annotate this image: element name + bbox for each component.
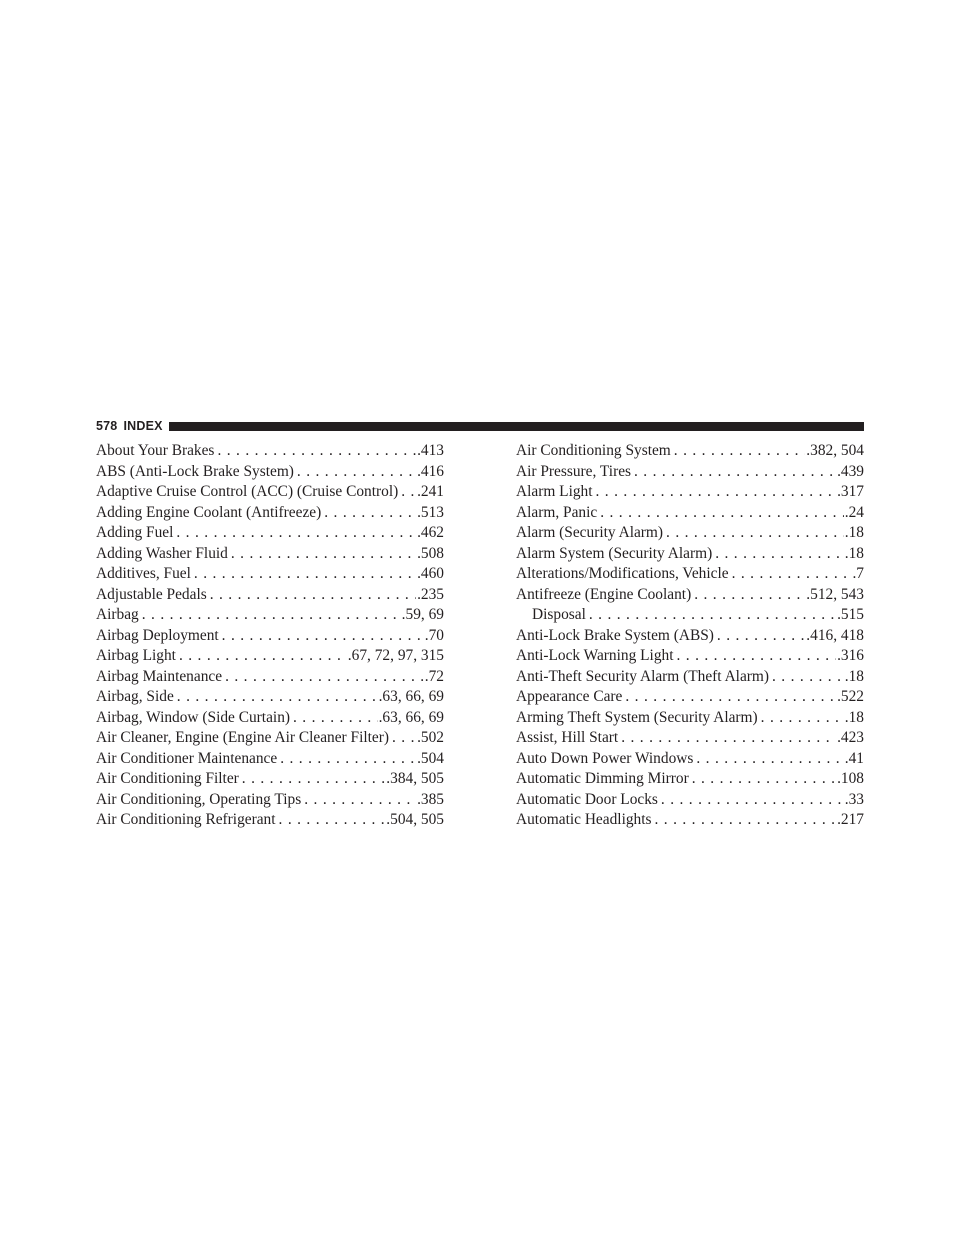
- entry-term: About Your Brakes: [96, 442, 215, 459]
- index-entry: [516, 544, 864, 565]
- index-entry: [516, 585, 864, 606]
- entry-term: Airbag Light: [96, 647, 176, 664]
- entry-page-refs: .72: [424, 667, 444, 685]
- entry-page-refs: .462: [417, 524, 444, 541]
- page-header: [96, 418, 864, 434]
- index-entry: [96, 626, 444, 647]
- index-columns: [96, 441, 864, 831]
- entry-term: Air Conditioning Refrigerant: [96, 811, 276, 828]
- index-entry: [96, 441, 444, 462]
- entry-term: Automatic Headlights: [516, 811, 652, 828]
- index-entry: [516, 708, 864, 729]
- index-entry: [96, 790, 444, 811]
- entry-term: Disposal: [532, 606, 586, 623]
- entry-term: Antifreeze (Engine Coolant): [516, 585, 692, 603]
- dot-leader: [242, 769, 385, 790]
- dot-leader: [694, 585, 805, 606]
- dot-leader: [176, 523, 416, 544]
- entry-page-refs: .508: [417, 544, 444, 562]
- entry-term: Airbag, Side: [96, 688, 174, 705]
- index-entry: [96, 605, 444, 626]
- entry-page-refs: .18: [844, 708, 864, 726]
- entry-term: Airbag, Window (Side Curtain): [96, 708, 291, 726]
- index-column-left: [96, 441, 444, 831]
- index-entry: [96, 585, 444, 606]
- dot-leader: [596, 482, 837, 503]
- index-entry: [96, 646, 444, 667]
- entry-term: Air Conditioning Filter: [96, 770, 239, 787]
- index-column-right: [516, 441, 864, 831]
- dot-leader: [225, 667, 424, 688]
- dot-leader: [676, 646, 836, 667]
- dot-leader: [625, 687, 836, 708]
- dot-leader: [142, 605, 401, 626]
- entry-page-refs: .41: [844, 749, 864, 767]
- section-title: INDEX: [123, 419, 163, 433]
- entry-page-refs: .18: [844, 524, 864, 541]
- dot-leader: [634, 462, 836, 483]
- entry-term: ABS (Anti-Lock Brake System): [96, 462, 294, 480]
- entry-term: Adjustable Pedals: [96, 585, 207, 603]
- index-entry: [96, 708, 444, 729]
- entry-page-refs: .241: [417, 483, 444, 500]
- index-entry: [516, 810, 864, 831]
- dot-leader: [589, 605, 836, 626]
- entry-term: Air Conditioning, Operating Tips: [96, 790, 302, 808]
- dot-leader: [661, 790, 844, 811]
- entry-page-refs: .63, 66, 69: [378, 688, 444, 705]
- index-entry: [96, 810, 444, 831]
- index-subentry: [516, 605, 864, 626]
- index-entry: [96, 687, 444, 708]
- entry-term: Air Cleaner, Engine (Engine Air Cleaner Filter): [96, 729, 389, 746]
- dot-leader: [772, 667, 844, 688]
- entry-page-refs: .513: [417, 503, 444, 521]
- index-entry: [96, 523, 444, 544]
- dot-leader: [674, 441, 806, 462]
- index-entry: [516, 769, 864, 790]
- entry-term: Air Conditioning System: [516, 442, 671, 459]
- dot-leader: [222, 626, 424, 647]
- entry-term: Airbag: [96, 606, 139, 623]
- entry-term: Airbag Deployment: [96, 626, 219, 644]
- entry-page-refs: .67, 72, 97, 315: [347, 647, 444, 664]
- dot-leader: [732, 564, 852, 585]
- index-entry: [516, 790, 864, 811]
- entry-term: Arming Theft System (Security Alarm): [516, 708, 758, 726]
- dot-leader: [692, 769, 836, 790]
- dot-leader: [324, 503, 416, 524]
- index-entry: [516, 523, 864, 544]
- entry-page-refs: .7: [852, 565, 864, 582]
- entry-page-refs: .18: [844, 544, 864, 562]
- index-entry: [516, 646, 864, 667]
- dot-leader: [179, 646, 347, 667]
- dot-leader: [293, 708, 378, 729]
- entry-term: Air Pressure, Tires: [516, 462, 632, 480]
- index-entry: [96, 564, 444, 585]
- dot-leader: [210, 585, 416, 606]
- entry-page-refs: .416, 418: [806, 626, 864, 644]
- header-rule: [169, 422, 864, 431]
- index-entry: [516, 564, 864, 585]
- entry-page-refs: .59, 69: [401, 606, 444, 623]
- dot-leader: [715, 544, 844, 565]
- entry-page-refs: .384, 505: [386, 770, 444, 787]
- entry-term: Anti-Theft Security Alarm (Theft Alarm): [516, 667, 770, 685]
- entry-term: Airbag Maintenance: [96, 667, 223, 685]
- index-entry: [516, 728, 864, 749]
- dot-leader: [401, 482, 416, 503]
- dot-leader: [392, 728, 416, 749]
- entry-page-refs: .317: [837, 483, 864, 500]
- entry-term: Automatic Dimming Mirror: [516, 770, 689, 787]
- dot-leader: [696, 749, 843, 770]
- entry-page-refs: .70: [424, 626, 444, 644]
- entry-term: Adaptive Cruise Control (ACC) (Cruise Control): [96, 483, 399, 500]
- entry-page-refs: .413: [417, 442, 444, 459]
- index-entry: [96, 667, 444, 688]
- dot-leader: [217, 441, 416, 462]
- entry-term: Air Conditioner Maintenance: [96, 749, 278, 767]
- entry-page-refs: .33: [844, 790, 864, 808]
- index-entry: [516, 503, 864, 524]
- entry-term: Adding Fuel: [96, 524, 174, 541]
- dot-leader: [194, 564, 416, 585]
- entry-page-refs: .515: [837, 606, 864, 623]
- entry-page-refs: .502: [417, 729, 444, 746]
- dot-leader: [304, 790, 416, 811]
- index-entry: [96, 544, 444, 565]
- entry-term: Alarm System (Security Alarm): [516, 544, 713, 562]
- entry-term: Adding Washer Fluid: [96, 544, 228, 562]
- entry-page-refs: .385: [417, 790, 444, 808]
- index-entry: [516, 626, 864, 647]
- entry-page-refs: .460: [417, 565, 444, 582]
- entry-page-refs: .217: [837, 811, 864, 828]
- entry-page-refs: .504: [417, 749, 444, 767]
- index-entry: [96, 749, 444, 770]
- index-entry: [96, 462, 444, 483]
- index-entry: [96, 728, 444, 749]
- index-entry: [516, 687, 864, 708]
- entry-page-refs: .423: [837, 729, 864, 746]
- index-entry: [516, 667, 864, 688]
- index-entry: [96, 482, 444, 503]
- entry-term: Alarm, Panic: [516, 503, 598, 521]
- entry-page-refs: .235: [417, 585, 444, 603]
- dot-leader: [231, 544, 416, 565]
- entry-term: Adding Engine Coolant (Antifreeze): [96, 503, 322, 521]
- entry-term: Anti-Lock Warning Light: [516, 647, 674, 664]
- entry-page-refs: .504, 505: [386, 811, 444, 828]
- entry-term: Additives, Fuel: [96, 565, 191, 582]
- page-number: 578: [96, 419, 118, 433]
- entry-page-refs: .18: [844, 667, 864, 685]
- index-entry: [516, 482, 864, 503]
- index-entry: [96, 503, 444, 524]
- dot-leader: [280, 749, 416, 770]
- entry-page-refs: .416: [417, 462, 444, 480]
- dot-leader: [655, 810, 837, 831]
- index-entry: [96, 769, 444, 790]
- dot-leader: [666, 523, 844, 544]
- index-entry: [516, 749, 864, 770]
- index-entry: [516, 441, 864, 462]
- entry-page-refs: .63, 66, 69: [378, 708, 444, 726]
- dot-leader: [761, 708, 844, 729]
- entry-page-refs: .108: [837, 770, 864, 787]
- entry-term: Automatic Door Locks: [516, 790, 658, 808]
- entry-page-refs: .316: [837, 647, 864, 664]
- entry-page-refs: .512, 543: [806, 585, 864, 603]
- entry-term: Alterations/Modifications, Vehicle: [516, 565, 729, 582]
- entry-term: Assist, Hill Start: [516, 729, 619, 746]
- entry-page-refs: .439: [837, 462, 864, 480]
- entry-term: Anti-Lock Brake System (ABS): [516, 626, 714, 644]
- dot-leader: [177, 687, 378, 708]
- entry-page-refs: .382, 504: [806, 442, 864, 459]
- dot-leader: [717, 626, 805, 647]
- entry-term: Appearance Care: [516, 688, 623, 705]
- entry-page-refs: .522: [837, 688, 864, 705]
- index-entry: [516, 462, 864, 483]
- entry-term: Alarm (Security Alarm): [516, 524, 664, 541]
- dot-leader: [279, 810, 386, 831]
- dot-leader: [600, 503, 844, 524]
- dot-leader: [621, 728, 836, 749]
- entry-page-refs: .24: [844, 503, 864, 521]
- entry-term: Auto Down Power Windows: [516, 749, 694, 767]
- entry-term: Alarm Light: [516, 483, 593, 500]
- dot-leader: [297, 462, 416, 483]
